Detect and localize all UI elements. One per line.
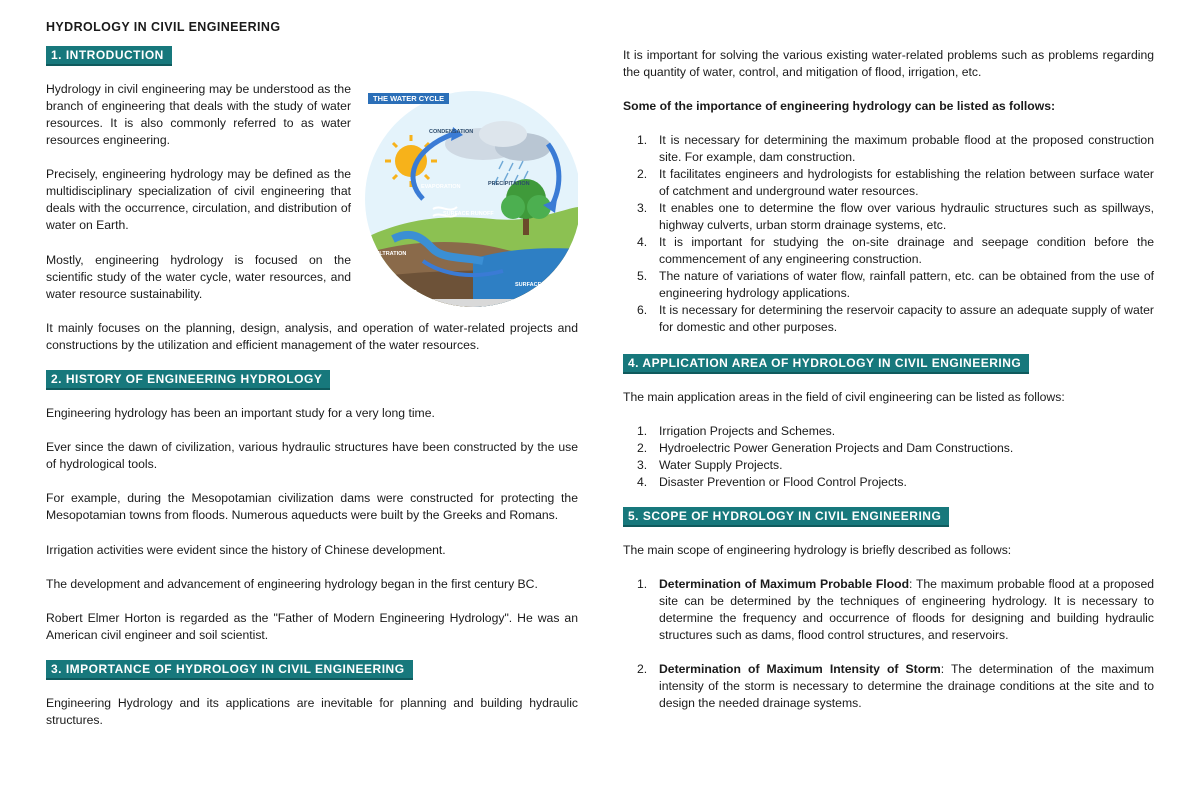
list-item: 4. It is important for studying the on-site drainage and seepage condition before the commencement of any engineering construction. xyxy=(637,235,1154,266)
application-list xyxy=(623,423,1154,491)
list-item: 3. Water Supply Projects. xyxy=(637,458,783,472)
intro-paragraph-3: Mostly, engineering hydrology is focused on the scientific study of the water cycle, water resources, and water resource sustainability. xyxy=(46,253,351,301)
heading-label: 1. INTRODUCTION xyxy=(46,46,172,66)
evaporation-label: EVAPORATION xyxy=(421,184,461,190)
list-item: 4. Disaster Prevention or Flood Control Projects. xyxy=(637,475,907,489)
water-cycle-title: THE WATER CYCLE xyxy=(368,93,449,104)
importance-paragraph-2: It is important for solving the various existing water-related problems such as problems regarding the quantity of water, control, and mitigation of flood, irrigation, etc. xyxy=(623,48,1154,79)
history-paragraph-3: For example, during the Mesopotamian civilization dams were constructed for protecting the Mesopotamian towns from floods. Numerous aqueducts were built by the Greeks and Romans. xyxy=(46,491,578,522)
surface-water-label: SURFACE WATER xyxy=(515,282,563,288)
importance-paragraph-1: Engineering Hydrology and its applications are inevitable for planning and building hydraulic structures. xyxy=(46,696,578,727)
intro-paragraph-1: Hydrology in civil engineering may be understood as the branch of engineering that deals with the study of water resources. It is also commonly referred to as water resources engineering. xyxy=(46,82,351,147)
surface-runoff-label: SURFACE RUNOFF xyxy=(443,211,494,217)
list-item: 1. It is necessary for determining the maximum probable flood at the proposed construction site. For example, dam construction. xyxy=(637,133,1154,164)
intro-paragraph-4: It mainly focuses on the planning, design, analysis, and operation of water-related projects and constructions by the utilization and efficient management of the water resources. xyxy=(46,321,578,352)
list-item: 5. The nature of variations of water flow, rainfall pattern, etc. can be obtained from the use of engineering hydrology applications. xyxy=(637,269,1154,300)
list-item: 2. Determination of Maximum Intensity of Storm: The determination of the maximum intensity of the storm is necessary to determine the drainage conditions at the site and to design the needed drainage systems. xyxy=(637,662,1154,710)
infiltration-label: INFILTRATION xyxy=(369,251,407,257)
scope-item-title: Determination of Maximum Intensity of Storm xyxy=(659,662,941,676)
scope-list xyxy=(623,576,1154,712)
heading-label: 3. IMPORTANCE OF HYDROLOGY IN CIVIL ENGINEERING xyxy=(46,660,413,680)
water-cycle-illustration xyxy=(363,89,578,307)
list-item: 2. It facilitates engineers and hydrologists for establishing the relation between surface water of catchment and underground water resources. xyxy=(637,167,1154,198)
condensation-label: CONDENSATION xyxy=(429,129,474,135)
list-item: 1. Determination of Maximum Probable Flood: The maximum probable flood at a proposed site can be determined by the techniques of engineering hydrology. It is necessary to determine the frequency and occurrence of floods for designing and building hydraulic structures such as dams, flood control structures, and reservoirs. xyxy=(637,577,1154,642)
history-paragraph-6: Robert Elmer Horton is regarded as the "Father of Modern Engineering Hydrology". He was an American civil engineer and soil scientist. xyxy=(46,611,578,642)
list-item: 2. Hydroelectric Power Generation Projects and Dam Constructions. xyxy=(637,441,1014,455)
history-paragraph-2: Ever since the dawn of civilization, various hydraulic structures have been constructed by the use of hydrological tools. xyxy=(46,440,578,471)
scope-item-title: Determination of Maximum Probable Flood xyxy=(659,577,910,591)
document-title: HYDROLOGY IN CIVIL ENGINEERING xyxy=(46,20,281,34)
intro-paragraph-2: Precisely, engineering hydrology may be defined as the multidisciplinary specialization of civil engineering that deals with the occurrence, circulation, and distribution of water on Earth. xyxy=(46,167,351,232)
heading-label: 4. APPLICATION AREA OF HYDROLOGY IN CIVIL ENGINEERING xyxy=(623,354,1029,374)
section-heading-importance xyxy=(46,660,413,680)
precipitation-label: PRECIPITATION xyxy=(488,181,530,187)
heading-label: 2. HISTORY OF ENGINEERING HYDROLOGY xyxy=(46,370,330,390)
importance-list xyxy=(623,132,1154,336)
list-item: 3. It enables one to determine the flow over various hydraulic structures such as spillways, highway culverts, urban storm drainage systems, etc. xyxy=(637,201,1154,232)
application-lead: The main application areas in the field of civil engineering can be listed as follows: xyxy=(623,390,1065,404)
history-paragraph-1: Engineering hydrology has been an important study for a very long time. xyxy=(46,406,435,420)
section-heading-introduction xyxy=(46,46,172,66)
importance-lead: Some of the importance of engineering hydrology can be listed as follows: xyxy=(623,99,1056,113)
heading-label: 5. SCOPE OF HYDROLOGY IN CIVIL ENGINEERING xyxy=(623,507,949,527)
water-cycle-graphic xyxy=(363,89,578,307)
history-paragraph-5: The development and advancement of engineering hydrology began in the first century BC. xyxy=(46,577,538,591)
section-heading-history xyxy=(46,370,330,390)
history-paragraph-4: Irrigation activities were evident since the history of Chinese development. xyxy=(46,543,446,557)
scope-lead: The main scope of engineering hydrology is briefly described as follows: xyxy=(623,543,1012,557)
list-item: 6. It is necessary for determining the reservoir capacity to assure an adequate supply of water for domestic and other purposes. xyxy=(637,303,1154,334)
groundwater-label: GROUNDWATER xyxy=(373,290,417,296)
section-heading-scope xyxy=(623,507,949,527)
list-item: 1. Irrigation Projects and Schemes. xyxy=(637,424,836,438)
section-heading-application xyxy=(623,354,1029,374)
